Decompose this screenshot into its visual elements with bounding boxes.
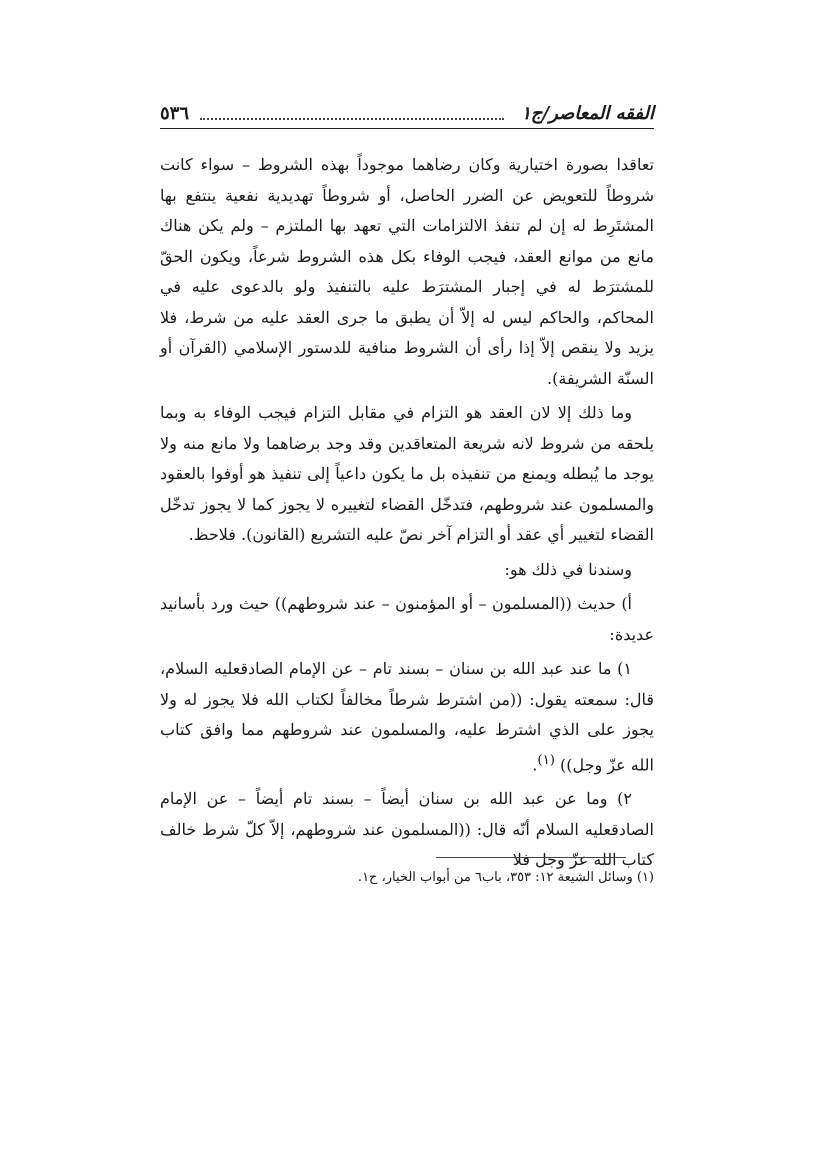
paragraph: وما ذلك إلا لان العقد هو التزام في مقابل التزام فيجب الوفاء به وبما يلحقه من شروط لانه شريعة المتعاقدين وقد وجد برضاهما ولا مانع منه ولا يوجد ما يُبطله ويمنع من تنفيذه بل ما يكون داعياً إلى تنفيذ هو أوفوا بالعقود والمسلمون عند شروطهم، فتدخّل القضاء لتغييره لا يجوز كما لا يجوز تدخّل القضاء لتغيير أي عقد أو التزام آخر نصّ عليه التشريع (القانون). فلاحظ.: [160, 403, 655, 544]
paragraph: أ) حديث ((المسلمون – أو المؤمنون – عند شروطهم)) حيث ورد بأسانيد عديدة:: [160, 594, 654, 644]
footnote-ref[interactable]: (١): [537, 752, 555, 768]
footnote: (١) وسائل الشيعة ١٢: ٣٥٣، باب٦ من أبواب الخيار، ح١.: [357, 870, 654, 885]
page-header: [160, 88, 654, 129]
header-dot-leader: [200, 118, 504, 120]
paragraph: تعاقدا بصورة اختيارية وكان رضاهما موجوداً بهذه الشروط – سواء كانت شروطاً للتعويض عن الضرر الحاصل، أو شروطاً تهديدية نفعية ينتفع بها المشتَرِط له إن لم تنفذ الالتزامات التي تعهد بها الملتزم – ولم يكن هناك مانع من موانع العقد، فيجب الوفاء بكل هذه الشروط شرعاً، ويكون الحقّ للمشترَط له في إجبار المشترَط عليه بالتنفيذ ولو بالدعوى عليه في المحاكم، والحاكم ليس له إلاّ أن يطبق ما جرى العقد عليه من شرط، فلا يزيد ولا ينقص إلاّ إذا رأى أن الشروط منافية للدستور الإسلامي (القرآن أو السنّة الشريفة).: [160, 155, 655, 388]
running-title: الفقه المعاصر/ج١: [521, 103, 654, 124]
footnote-separator: [436, 857, 626, 858]
paragraph: وسندنا في ذلك هو:: [504, 559, 632, 579]
body-text: [160, 150, 654, 880]
page-number: ٥٣٦: [160, 103, 190, 124]
quote-text: ١) ما عند عبد الله بن سنان – بسند تام – عن الإمام الصادقعليه السلام، قال: سمعته يقول: ((من اشترط شرطاً مخالفاً لكتاب الله فلا يجوز له ولا يجوز على الذي اشترط عليه، والمسلمون عند شروطهم مما وافق كتاب الله عزّ وجل)): [160, 659, 654, 774]
punctuation: .: [532, 754, 538, 774]
paragraph: [160, 654, 654, 780]
paragraph: ٢) وما عن عبد الله بن سنان أيضاً – بسند تام أيضاً – عن الإمام الصادقعليه السلام أنّه قال: ((المسلمون عند شروطهم، إلاّ كلّ شرط خالف كتاب الله عزّ وجل فلا: [160, 789, 654, 870]
